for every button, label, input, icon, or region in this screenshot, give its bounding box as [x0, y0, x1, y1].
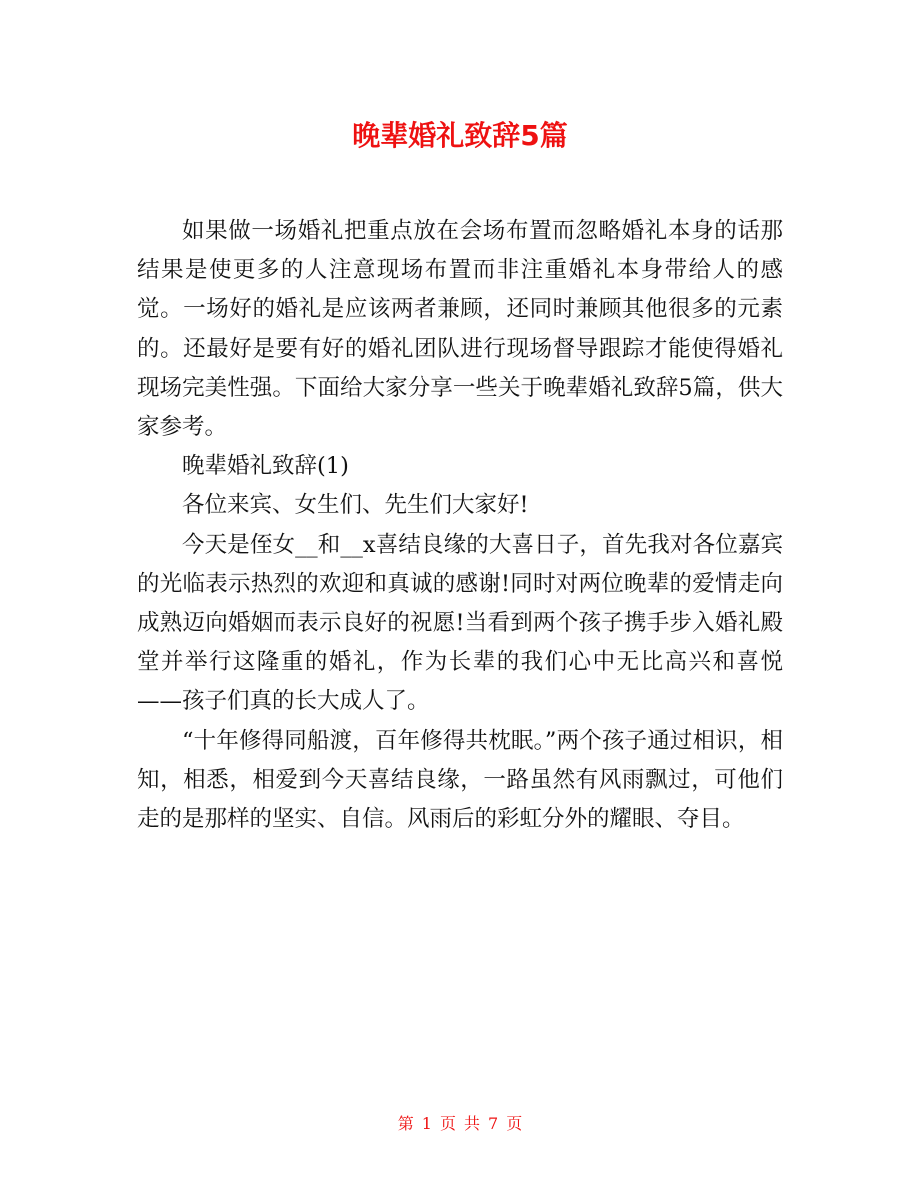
footer-suffix: 页 [506, 1114, 523, 1133]
total-pages-number: 7 [488, 1114, 499, 1133]
document-body [137, 212, 783, 839]
section-heading: 晚辈婚礼致辞(1) [182, 453, 349, 480]
paragraph-body-2: “十年修得同船渡，百年修得共枕眠。”两个孩子通过相识，相知，相悉，相爱到今天喜结良缘，一路虽然有风雨飘过，可他们走的是那样的坚实、自信。风雨后的彩虹分外的耀眼、夺目。 [137, 727, 783, 833]
page-footer [0, 1112, 920, 1136]
page-title: 晚辈婚礼致辞5篇 [352, 119, 568, 152]
paragraph-intro: 如果做一场婚礼把重点放在会场布置而忽略婚礼本身的话那结果是使更多的人注意现场布置而非注重婚礼本身带给人的感觉。一场好的婚礼是应该两者兼顾，还同时兼顾其他很多的元素的。还最好是要有好的婚礼团队进行现场督导跟踪才能使得婚礼现场完美性强。下面给大家分享一些关于晚辈婚礼致辞5篇，供大家参考。 [137, 218, 783, 441]
paragraph-greeting: 各位来宾、女生们、先生们大家好! [182, 492, 529, 519]
footer-page-label: 页 [439, 1114, 456, 1133]
current-page-number: 1 [421, 1114, 432, 1133]
paragraph-body-1: 今天是侄女__和__x喜结良缘的大喜日子，首先我对各位嘉宾的光临表示热烈的欢迎和真诚的感谢!同时对两位晚辈的爱情走向成熟迈向婚姻而表示良好的祝愿!当看到两个孩子携手步入婚礼殿堂并举行这隆重的婚礼，作为长辈的我们心中无比高兴和喜悦——孩子们真的长大成人了。 [137, 531, 783, 715]
footer-total-label: 共 [464, 1114, 481, 1133]
footer-prefix: 第 [397, 1114, 414, 1133]
